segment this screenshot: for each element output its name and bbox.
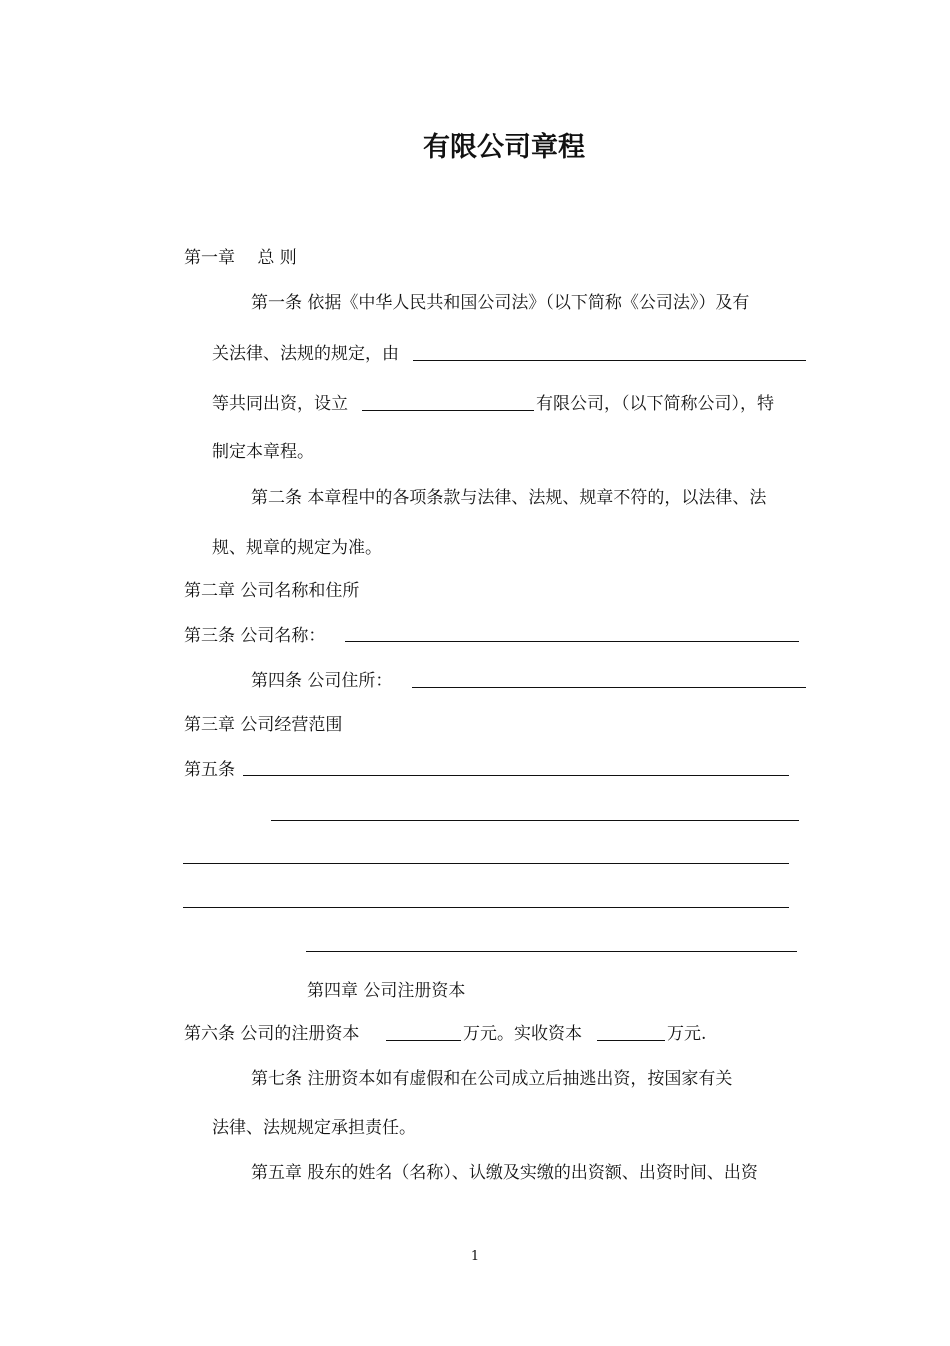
article-2-line-1: 第二条 本章程中的各项条款与法律、法规、规章不符的，以法律、法: [251, 488, 767, 508]
chapter-1-heading: 第一章 总 则: [184, 248, 297, 268]
document-title: 有限公司章程: [423, 132, 585, 163]
registered-capital-blank-line: [386, 1040, 461, 1041]
chapter-5-heading: 第五章 股东的姓名（名称）、认缴及实缴的出资额、出资时间、出资: [251, 1163, 758, 1183]
article-7-line-1: 第七条 注册资本如有虚假和在公司成立后抽逃出资，按国家有关: [251, 1069, 733, 1089]
article-5-label: 第五条: [184, 760, 235, 780]
chapter-2-heading: 第二章 公司名称和住所: [184, 581, 360, 601]
article-2-line-2: 规、规章的规定为准。: [212, 538, 382, 558]
article-1-line-2: 关法律、法规的规定，由: [212, 344, 399, 364]
shareholders-blank-line: [413, 360, 806, 361]
article-4-label: 第四条 公司住所：: [251, 671, 393, 691]
article-6-part-c: 万元.: [667, 1024, 707, 1044]
chapter-3-heading: 第三章 公司经营范围: [184, 715, 343, 735]
article-3-label: 第三条 公司名称：: [184, 626, 326, 646]
company-address-field-line: [412, 687, 806, 688]
article-7-line-2: 法律、法规规定承担责任。: [212, 1118, 416, 1138]
page-number: 1: [470, 1249, 480, 1264]
article-1-line-3a: 等共同出资，设立: [212, 394, 348, 414]
article-6-part-b: 万元。实收资本: [463, 1024, 582, 1044]
article-6-part-a: 第六条 公司的注册资本: [184, 1024, 360, 1044]
company-name-blank-line: [362, 410, 534, 411]
business-scope-line-3: [183, 863, 789, 864]
business-scope-line-2: [271, 820, 799, 821]
business-scope-line-4: [183, 907, 789, 908]
article-1-line-1: 第一条 依据《中华人民共和国公司法》（以下简称《公司法》）及有: [251, 293, 750, 313]
company-name-field-line: [345, 641, 799, 642]
chapter-4-heading: 第四章 公司注册资本: [307, 981, 466, 1001]
paid-in-capital-blank-line: [597, 1040, 665, 1041]
article-1-line-3b: 有限公司，（以下简称公司），特: [536, 394, 774, 414]
business-scope-line-1: [243, 775, 789, 776]
article-1-line-4: 制定本章程。: [212, 442, 314, 462]
business-scope-line-5: [306, 951, 797, 952]
